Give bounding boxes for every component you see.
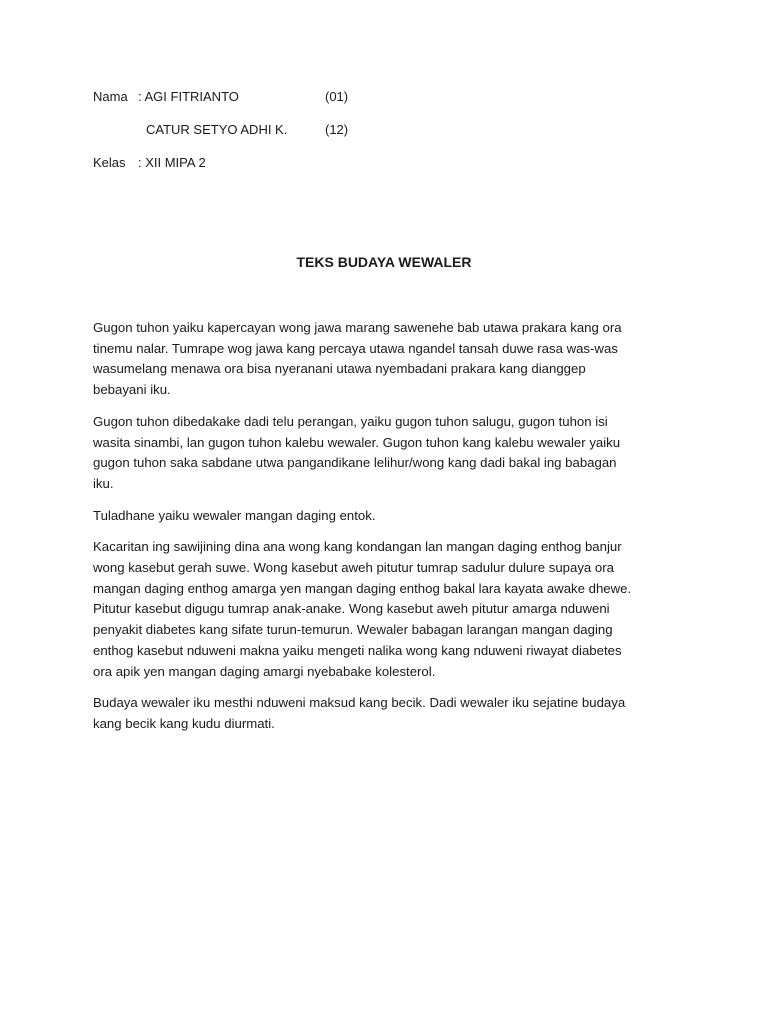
paragraph-line: Gugon tuhon yaiku kapercayan wong jawa marang sawenehe bab utawa prakara kang ora [93,320,622,335]
paragraph-line: Pitutur kasebut digugu tumrap anak-anake. Wong kasebut aweh pitutur amarga nduweni [93,601,610,617]
paragraph [93,693,673,734]
nama2-value: CATUR SETYO ADHI K. [146,122,288,137]
document-body [93,318,673,746]
paragraph [93,537,673,682]
paragraph-line: enthog kasebut nduweni makna yaiku mengeti nalika wong kang nduweni riwayat diabetes [93,642,622,658]
paragraph-line: wong kasebut gerah suwe. Wong kasebut aweh pitutur tumrap sadulur dulure supaya ora [93,560,614,576]
nama-label: Nama [93,89,128,104]
paragraph-line: tinemu nalar. Tumrape wog jawa kang percaya utawa ngandel tansah duwe rasa was-was [93,340,618,356]
paragraph [93,318,673,401]
paragraph-line: ora apik yen mangan daging amargi nyebabake kolesterol. [93,663,436,679]
paragraph-line: wasumelang menawa ora bisa nyeranani utawa nyembadani prakara kang dianggep [93,361,586,377]
paragraph-line: bebayani iku. [93,382,171,398]
paragraph-line: kang becik kang kudu diurmati. [93,715,275,731]
paragraph [93,412,673,495]
paragraph-line: mangan daging enthog amarga yen mangan daging enthog bakal lara kayata awake dhewe. [93,580,632,596]
nama-number: (01) [325,89,349,104]
paragraph [93,506,673,527]
document-title: TEKS BUDAYA WEWALER [296,254,472,270]
paragraph-line: wasita sinambi, lan gugon tuhon kalebu wewaler. Gugon tuhon kang kalebu wewaler yaiku [93,434,621,450]
kelas-label: Kelas [93,155,126,170]
paragraph-line: Kacaritan ing sawijining dina ana wong kang kondangan lan mangan daging enthog banjur [93,539,622,555]
paragraph-line: Gugon tuhon dibedakake dadi telu perangan, yaiku gugon tuhon salugu, gugon tuhon isi [93,413,608,429]
kelas-value: : XII MIPA 2 [138,155,206,170]
nama2-number: (12) [325,122,349,137]
paragraph-line: Budaya wewaler iku mesthi nduweni maksud kang becik. Dadi wewaler iku sejatine budaya [93,695,626,711]
paragraph-line: gugon tuhon saka sabdane utwa pangandikane lelihur/wong kang dadi bakal ing babagan [93,455,617,471]
paragraph-line: iku. [93,475,114,491]
paragraph-line: Tuladhane yaiku wewaler mangan daging entok. [93,507,376,523]
nama-value: : AGI FITRIANTO [138,89,239,104]
paragraph-line: penyakit diabetes kang sifate turun-temurun. Wewaler babagan larangan mangan daging [93,622,613,638]
